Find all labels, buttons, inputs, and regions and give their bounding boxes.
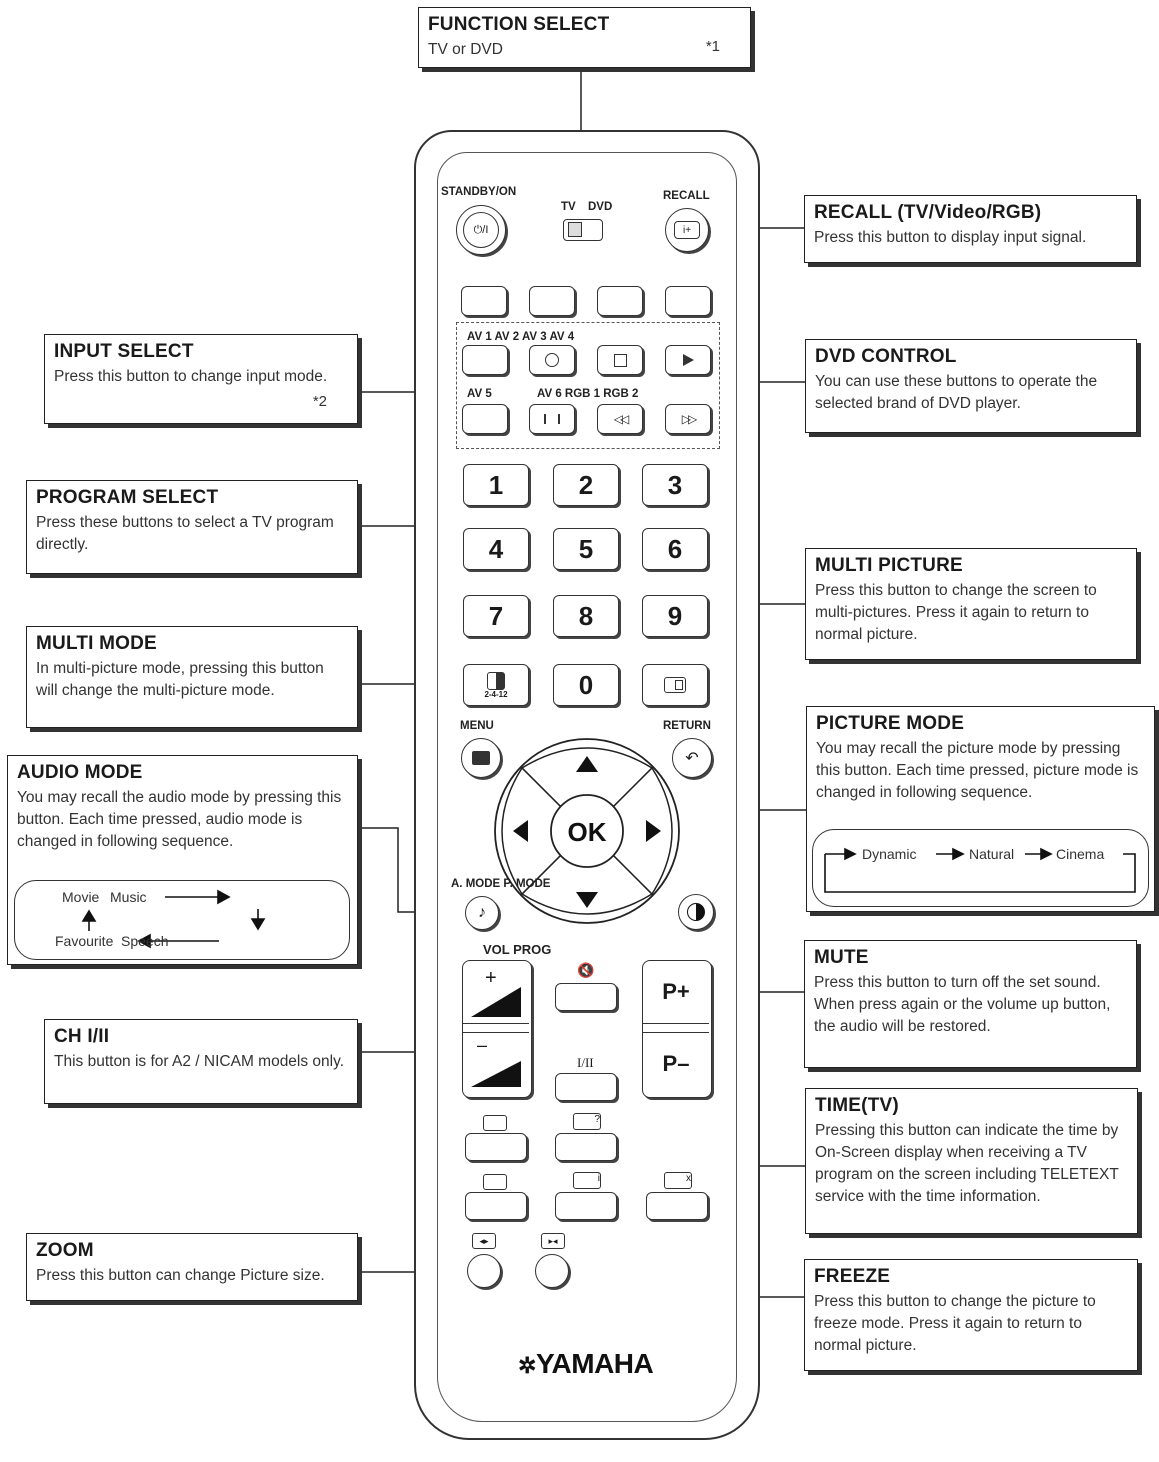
input-labels-row2: AV 6 RGB 1 RGB 2 — [537, 388, 639, 400]
amode-pmode-label: A. MODE P. MODE — [451, 878, 551, 890]
callout-input-select — [44, 334, 358, 424]
mute-icon: 🔇 — [577, 962, 595, 978]
multi-mode-icon — [487, 672, 505, 690]
callout-freeze — [804, 1259, 1138, 1371]
volume-ramp-icon — [471, 987, 521, 1017]
callout-mute — [804, 940, 1137, 1068]
picture-mode-option: Natural — [969, 846, 1015, 862]
digit-3-button[interactable]: 3 — [642, 464, 708, 506]
program-rocker — [642, 960, 712, 1098]
digit-0-button[interactable]: 0 — [553, 664, 619, 706]
picture-sequence-box — [812, 829, 1149, 907]
dvd-pause-button[interactable] — [529, 404, 575, 434]
rocker-divider — [463, 1023, 529, 1033]
program-up-button[interactable]: P+ — [662, 979, 690, 1004]
digit-8-button[interactable]: 8 — [553, 595, 619, 637]
time-button[interactable] — [646, 1192, 708, 1220]
zoom-button[interactable] — [467, 1254, 501, 1288]
ok-label: OK — [567, 817, 607, 847]
dvd-fast-forward-button[interactable] — [665, 404, 711, 434]
ch-button[interactable] — [555, 1073, 617, 1101]
callout-recall — [804, 195, 1137, 263]
vol-prog-label: VOL PROG — [483, 942, 552, 957]
callout-body: You may recall the audio mode by pressing this button. Each time pressed, audio mode is changed in following sequence. — [17, 789, 342, 850]
callout-title: PICTURE MODE — [816, 713, 965, 734]
callout-body: Press this button to change input mode. — [54, 368, 328, 385]
freeze-button[interactable] — [535, 1254, 569, 1288]
picture-sequence-arrows — [813, 830, 1148, 906]
av5-button[interactable] — [462, 404, 508, 434]
digit-4-button[interactable]: 4 — [463, 528, 529, 570]
digit-1-button[interactable]: 1 — [463, 464, 529, 506]
color-button-green[interactable] — [529, 286, 575, 316]
play-icon — [683, 354, 694, 366]
callout-program-select — [26, 480, 358, 574]
multi-mode-sub-label: 2-4-12 — [484, 689, 508, 699]
callout-function-select — [418, 7, 751, 68]
menu-label: MENU — [460, 720, 494, 732]
standby-button[interactable] — [456, 205, 506, 255]
rewind-icon: ◁◁ — [613, 412, 627, 426]
color-button-red[interactable] — [461, 286, 507, 316]
rocker-divider — [643, 1023, 709, 1033]
navigation-pad — [492, 738, 682, 928]
callout-multi-picture — [805, 548, 1137, 660]
callout-title: RECALL (TV/Video/RGB) — [814, 202, 1042, 223]
ch-label: I/II — [577, 1055, 594, 1070]
recall-icon: i+ — [674, 221, 700, 239]
return-icon: ↶ — [685, 750, 699, 767]
callout-title: MULTI MODE — [36, 633, 157, 654]
callout-body: TV or DVD — [428, 41, 503, 58]
digit-2-button[interactable]: 2 — [553, 464, 619, 506]
switch-knob — [568, 222, 582, 237]
input-labels-row1: AV 1 AV 2 AV 3 AV 4 — [467, 331, 575, 343]
teletext-reveal-button[interactable] — [555, 1133, 617, 1161]
callout-time — [805, 1088, 1138, 1234]
freeze-icon: ▸◂ — [541, 1233, 565, 1249]
multi-picture-button[interactable] — [642, 664, 708, 706]
callout-body: You may recall the picture mode by pressing this button. Each time pressed, picture mode is changed in following sequence. — [816, 740, 1139, 801]
callout-title: PROGRAM SELECT — [36, 487, 219, 508]
circle-icon — [545, 353, 559, 367]
footnote-marker: *2 — [312, 393, 327, 410]
power-icon: ⏻/I — [463, 212, 499, 248]
callout-body: Pressing this button can indicate the time by On-Screen display when receiving a TV program on the screen including TELETEXT service with the time information. — [815, 1122, 1119, 1205]
callout-body: Press this button can change Picture size. — [36, 1267, 325, 1284]
return-label: RETURN — [663, 720, 711, 732]
time-icon: x — [664, 1172, 692, 1189]
digit-6-button[interactable]: 6 — [642, 528, 708, 570]
callout-title: ZOOM — [36, 1240, 94, 1261]
teletext-index-icon: i — [573, 1172, 601, 1189]
dvd-rewind-button[interactable] — [597, 404, 643, 434]
picture-mode-button[interactable] — [678, 894, 714, 930]
callout-title: FUNCTION SELECT — [428, 14, 610, 35]
mute-button[interactable] — [555, 983, 617, 1011]
multi-mode-button[interactable] — [463, 664, 529, 706]
teletext-index-button[interactable] — [555, 1192, 617, 1220]
picture-mode-option: Cinema — [1056, 846, 1105, 862]
recall-label: RECALL — [663, 190, 710, 202]
volume-down-button[interactable] — [463, 1033, 529, 1095]
plus-sign: + — [485, 967, 497, 989]
callout-body: Press this button to change the screen to multi-pictures. Press it again to return to normal picture. — [815, 582, 1097, 643]
menu-icon — [472, 751, 490, 765]
dvd-stop-button[interactable] — [597, 345, 643, 375]
color-button-yellow[interactable] — [597, 286, 643, 316]
program-down-button[interactable]: P– — [662, 1051, 690, 1076]
input-select-button[interactable] — [462, 345, 508, 375]
callout-body: In multi-picture mode, pressing this button will change the multi-picture mode. — [36, 660, 324, 699]
zoom-icon: ◂▸ — [472, 1233, 496, 1249]
function-switch[interactable] — [563, 219, 603, 241]
multi-picture-icon — [664, 677, 686, 693]
footnote-marker: *1 — [705, 38, 720, 55]
callout-zoom — [26, 1233, 358, 1301]
callout-title: DVD CONTROL — [815, 346, 957, 367]
digit-9-button[interactable]: 9 — [642, 595, 708, 637]
audio-sequence-box — [14, 880, 350, 960]
pause-icon — [544, 414, 560, 424]
callout-title: AUDIO MODE — [17, 762, 143, 783]
callout-title: MUTE — [814, 947, 869, 968]
audio-mode-option: Speech — [121, 933, 169, 949]
teletext-subtitle-icon — [483, 1115, 507, 1131]
teletext-button[interactable] — [465, 1192, 527, 1220]
brand-logo — [518, 1348, 653, 1380]
dvd-play-button[interactable] — [529, 345, 575, 375]
input-label-av5: AV 5 — [467, 388, 492, 400]
volume-rocker — [462, 960, 532, 1098]
callout-ch — [44, 1019, 358, 1104]
minus-sign: – — [477, 1035, 488, 1055]
tuning-fork-emblem-icon: ✲ — [518, 1353, 536, 1378]
digit-5-button[interactable]: 5 — [553, 528, 619, 570]
digit-7-button[interactable]: 7 — [463, 595, 529, 637]
audio-mode-option: Music — [110, 889, 147, 905]
callout-title: CH I/II — [54, 1026, 110, 1047]
brand-name: YAMAHA — [535, 1348, 654, 1379]
callout-dvd-control — [805, 339, 1137, 433]
color-button-blue[interactable] — [665, 286, 711, 316]
callout-title: FREEZE — [814, 1266, 891, 1287]
volume-up-button[interactable] — [463, 961, 529, 1023]
teletext-icon — [483, 1174, 507, 1190]
recall-button[interactable] — [665, 208, 709, 252]
callout-body: You can use these buttons to operate the selected brand of DVD player. — [815, 373, 1098, 412]
callout-title: TIME(TV) — [815, 1095, 899, 1116]
callout-title: INPUT SELECT — [54, 341, 194, 362]
callout-title: MULTI PICTURE — [815, 555, 963, 576]
stop-icon — [614, 354, 627, 367]
audio-mode-option: Favourite — [55, 933, 114, 949]
volume-ramp-down-icon — [471, 1061, 521, 1087]
callout-body: Press these buttons to select a TV program directly. — [36, 514, 334, 553]
picture-mode-option: Dynamic — [862, 846, 917, 862]
music-note-icon: ♪ — [478, 904, 486, 921]
audio-mode-option: Movie — [62, 889, 100, 905]
dvd-forward-button[interactable] — [665, 345, 711, 375]
contrast-icon — [687, 903, 705, 921]
standby-label: STANDBY/ON — [441, 186, 517, 198]
tv-switch-label: TV — [561, 201, 576, 213]
callout-body: Press this button to turn off the set sound. When press again or the volume up button, the audio will be restored. — [814, 974, 1111, 1035]
callout-body: This button is for A2 / NICAM models only. — [54, 1053, 345, 1070]
teletext-subtitle-button[interactable] — [465, 1133, 527, 1161]
fast-forward-icon: ▷▷ — [681, 412, 695, 426]
callout-body: Press this button to change the picture to freeze mode. Press it again to return to normal picture. — [814, 1293, 1096, 1354]
audio-mode-button[interactable] — [465, 896, 499, 930]
teletext-reveal-icon: ? — [573, 1113, 601, 1130]
dvd-switch-label: DVD — [588, 201, 613, 213]
callout-body: Press this button to display input signal. — [814, 229, 1087, 246]
callout-multi-mode — [26, 626, 358, 728]
